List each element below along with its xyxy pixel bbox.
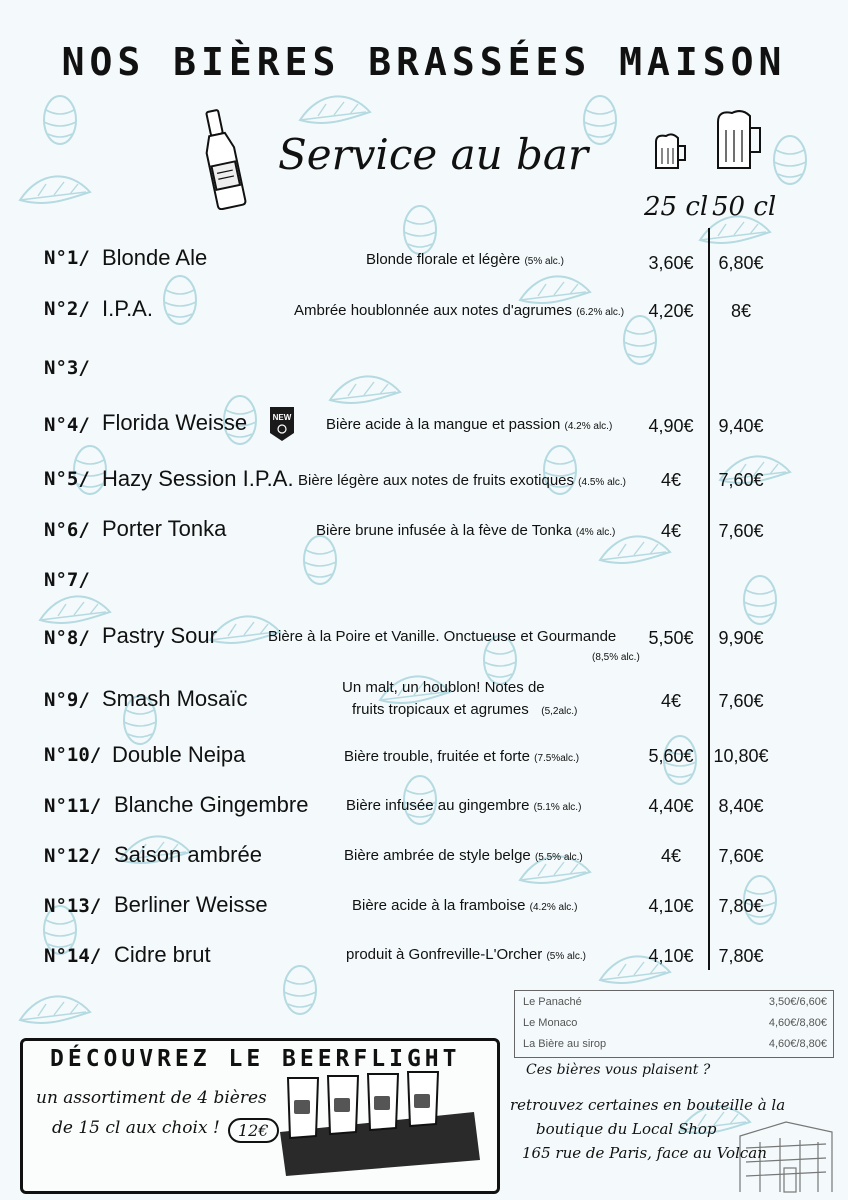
price-25cl: 4€ bbox=[660, 521, 682, 541]
beer-bottle-icon bbox=[196, 106, 248, 210]
extras-price: 4,60€/8,80€ bbox=[768, 1038, 827, 1050]
beer-number: N°2/ bbox=[44, 298, 90, 320]
price-50cl: 8,40€ bbox=[718, 796, 764, 816]
beer-number: N°13/ bbox=[44, 895, 102, 917]
large-beer-mug-icon bbox=[714, 108, 764, 170]
extras-name: La Bière au sirop bbox=[523, 1038, 607, 1050]
beer-number: N°10/ bbox=[44, 744, 102, 766]
beer-name: Cidre brut bbox=[114, 942, 211, 967]
beer-name: Smash Mosaïc bbox=[102, 686, 248, 711]
price-25cl: 4,90€ bbox=[648, 416, 694, 436]
price-50cl: 9,40€ bbox=[718, 416, 764, 436]
alcohol-rate: (8,5% alc.) bbox=[592, 652, 640, 663]
alcohol-rate: (5% alc.) bbox=[546, 951, 586, 962]
desc-text: Bière ambrée de style belge bbox=[344, 847, 531, 864]
beer-number: N°4/ bbox=[44, 414, 90, 436]
alcohol-rate: (4% alc.) bbox=[575, 527, 616, 538]
beer-description bbox=[344, 847, 583, 864]
price-25cl: 4€ bbox=[660, 846, 682, 866]
beer-name: I.P.A. bbox=[102, 296, 153, 321]
desc-text: Bière infusée au gingembre bbox=[346, 797, 530, 814]
price-25cl: 4,40€ bbox=[648, 796, 694, 816]
desc-text: Bière acide à la mangue et passion bbox=[326, 416, 561, 433]
extras-price: 3,50€/6,60€ bbox=[768, 996, 827, 1008]
beer-description bbox=[268, 628, 616, 645]
alcohol-rate: (4.2% alc.) bbox=[564, 421, 613, 432]
new-badge-icon bbox=[268, 405, 296, 443]
shop-line1: retrouvez certaines en bouteille à la bbox=[510, 1096, 786, 1114]
extras-price: 4,60€/8,80€ bbox=[768, 1017, 827, 1029]
price-50cl: 7,60€ bbox=[718, 521, 764, 541]
beer-name: Florida Weisse bbox=[102, 410, 248, 435]
beerflight-line1: un assortiment de 4 bières bbox=[36, 1088, 267, 1108]
beer-number: N°7/ bbox=[44, 569, 90, 591]
size-label-25cl: 25 cl bbox=[644, 192, 709, 222]
alcohol-rate: (5,2alc.) bbox=[541, 706, 578, 717]
price-50cl: 10,80€ bbox=[713, 746, 769, 766]
beer-name: Blanche Gingembre bbox=[114, 792, 309, 817]
price-25cl: 5,60€ bbox=[648, 746, 694, 766]
beer-number: N°1/ bbox=[44, 247, 90, 269]
beer-name: Porter Tonka bbox=[102, 516, 227, 541]
small-beer-mug-icon bbox=[652, 132, 688, 170]
beer-description bbox=[316, 522, 615, 539]
price-50cl: 7,80€ bbox=[718, 946, 764, 966]
desc-text: Blonde florale et légère bbox=[366, 251, 521, 268]
beer-name: Berliner Weisse bbox=[114, 892, 268, 917]
beer-name: Hazy Session I.P.A. bbox=[102, 466, 294, 491]
desc-text: Bière trouble, fruitée et forte bbox=[344, 748, 530, 765]
beer-description bbox=[346, 946, 586, 963]
beer-description bbox=[366, 251, 564, 268]
price-50cl: 7,60€ bbox=[718, 691, 764, 711]
beer-name: Pastry Sour bbox=[102, 623, 217, 648]
price-25cl: 4€ bbox=[660, 691, 682, 711]
price-50cl: 6,80€ bbox=[718, 253, 764, 273]
alcohol-rate: (7.5%alc.) bbox=[534, 753, 580, 764]
price-25cl: 4,10€ bbox=[648, 946, 694, 966]
beerflight-line2: de 15 cl aux choix ! bbox=[52, 1118, 220, 1138]
beer-description bbox=[326, 416, 612, 433]
flight-glasses-icon bbox=[274, 1070, 484, 1180]
shop-question: Ces bières vous plaisent ? bbox=[526, 1062, 711, 1078]
new-badge-text: NEW bbox=[272, 413, 292, 422]
alcohol-rate: (5.5% alc.) bbox=[534, 852, 583, 863]
beer-description bbox=[352, 897, 577, 914]
shop-line3: 165 rue de Paris, face au Volcan bbox=[522, 1144, 767, 1162]
beer-number: N°5/ bbox=[44, 468, 90, 490]
beer-number: N°11/ bbox=[44, 795, 102, 817]
beer-description bbox=[294, 302, 624, 319]
alcohol-rate: (4.5% alc.) bbox=[578, 477, 626, 488]
extras-row bbox=[523, 992, 827, 1012]
beer-name: Blonde Ale bbox=[102, 245, 208, 270]
beer-number: N°8/ bbox=[44, 627, 90, 649]
price-25cl: 4,10€ bbox=[648, 896, 694, 916]
beer-number: N°14/ bbox=[44, 945, 102, 967]
page-title: NOS BIÈRES BRASSÉES MAISON bbox=[61, 40, 787, 84]
price-50cl: 7,60€ bbox=[718, 470, 764, 490]
shop-line2: boutique du Local Shop bbox=[536, 1120, 717, 1138]
price-50cl: 8€ bbox=[730, 301, 752, 321]
alcohol-rate: (5.1% alc.) bbox=[533, 802, 582, 813]
size-label-50cl: 50 cl bbox=[712, 192, 777, 222]
price-50cl: 7,60€ bbox=[718, 846, 764, 866]
beer-number: N°6/ bbox=[44, 519, 90, 541]
alcohol-rate: (6.2% alc.) bbox=[576, 307, 625, 318]
extras-name: Le Panaché bbox=[523, 996, 582, 1008]
beer-name: Saison ambrée bbox=[114, 842, 262, 867]
beer-description-line1: Un malt, un houblon! Notes de bbox=[342, 679, 545, 696]
desc-text: Bière brune infusée à la fève de Tonka bbox=[316, 522, 572, 539]
beer-number: N°12/ bbox=[44, 845, 102, 867]
extras-name: Le Monaco bbox=[523, 1017, 578, 1029]
price-25cl: 5,50€ bbox=[648, 628, 694, 648]
extras-row bbox=[523, 1013, 827, 1033]
desc-text: produit à Gonfreville-L'Orcher bbox=[346, 946, 543, 963]
price-50cl: 9,90€ bbox=[718, 628, 764, 648]
desc-text: Ambrée houblonnée aux notes d'agrumes bbox=[294, 302, 573, 319]
desc-text: fruits tropicaux et agrumes bbox=[352, 701, 529, 718]
desc-text: Bière légère aux notes de fruits exotiques bbox=[298, 472, 574, 489]
extras-box bbox=[514, 990, 834, 1058]
beer-number: N°3/ bbox=[44, 357, 90, 379]
extras-row bbox=[523, 1034, 827, 1054]
price-25cl: 3,60€ bbox=[648, 253, 694, 273]
beer-name: Double Neipa bbox=[112, 742, 246, 767]
alcohol-rate: (4.2% alc.) bbox=[529, 902, 578, 913]
price-50cl: 7,80€ bbox=[718, 896, 764, 916]
beer-description bbox=[298, 472, 626, 489]
page-subtitle: Service au bar bbox=[278, 130, 589, 179]
price-25cl: 4,20€ bbox=[648, 301, 694, 321]
beerflight-price: 12€ bbox=[228, 1118, 279, 1143]
price-25cl: 4€ bbox=[660, 470, 682, 490]
beer-description bbox=[344, 748, 579, 765]
beer-number: N°9/ bbox=[44, 689, 90, 711]
desc-text: Bière acide à la framboise bbox=[352, 897, 526, 914]
desc-text: Bière à la Poire et Vanille. Onctueuse et Gourmande bbox=[268, 628, 617, 645]
beer-description bbox=[346, 797, 581, 814]
alcohol-rate: (5% alc.) bbox=[524, 256, 564, 267]
beer-description-line2 bbox=[352, 701, 577, 718]
beerflight-title: DÉCOUVREZ LE BEERFLIGHT bbox=[50, 1046, 461, 1072]
